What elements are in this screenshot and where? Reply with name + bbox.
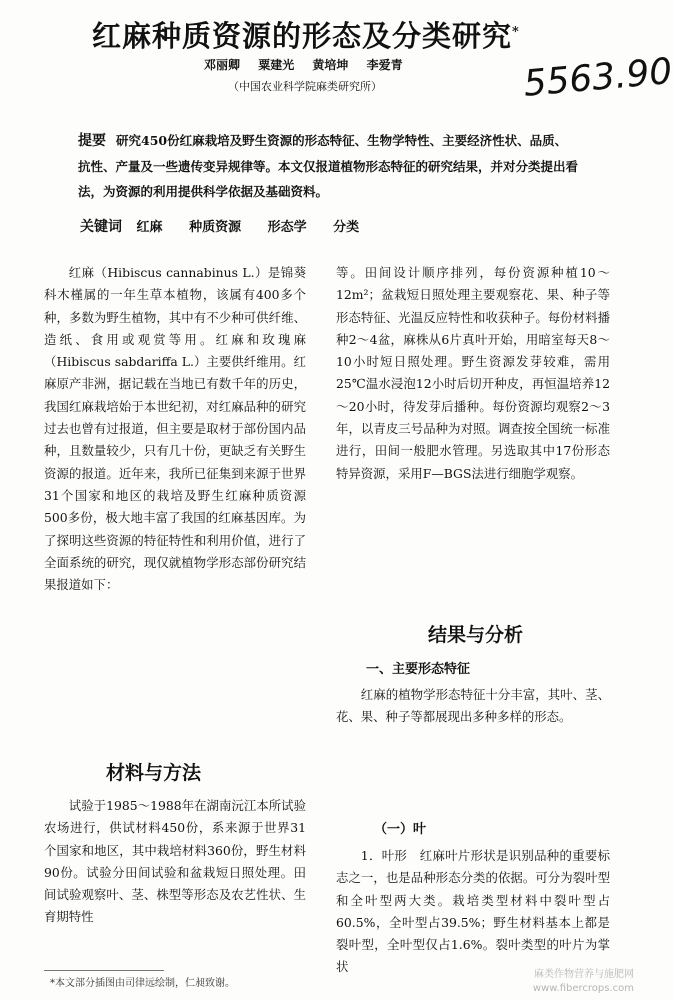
title-footnote-mark: * <box>512 24 520 40</box>
methods-continued-column <box>336 262 610 485</box>
abstract <box>78 128 578 204</box>
intro-paragraph: 红麻（Hibiscus cannabinus L.）是锦葵科木槿属的一年生草本植物，该属有400多个种，多数为野生植物，其中有不少种可供纤维、造纸、食用或观赏等用。红麻和玫瑰麻（Hibiscus sabdariffa L.）主要供纤维用。红麻原产非洲，据记载在当地已有数千年的历史，我国红麻栽培始于本世纪初，对红麻品种的研究过去也曾有过报道，但主要是取材于部份国内品种，且数量较少，只有几十份，更缺乏有关野生资源的报道。近年来，我所已征集到来源于世界31个国家和地区的栽培及野生红麻种质资源500多份，极大地丰富了我国的红麻基因库。为了探明这些资源的特征特性和利用价值，进行了全面系统的研究，现仅就植物学形态部份研究结果报道如下： <box>44 265 306 593</box>
affiliation: （中国农业科学院麻类研究所） <box>228 80 382 93</box>
author-name: 粟建光 <box>258 58 295 72</box>
abstract-label: 提要 <box>78 133 106 149</box>
subheading-morphology: 一、主要形态特征 <box>366 662 471 677</box>
results-heading: 结果与分析 <box>428 624 524 646</box>
subheading-leaf: （一）叶 <box>374 822 427 837</box>
methods-column <box>44 795 306 929</box>
handwritten-number: 5563.90 <box>522 51 674 105</box>
abstract-text: 研究450份红麻栽培及野生资源的形态特征、生物学特性、主要经济性状、品质、抗性、产量及一些遗传变异规律等。本文仅报道植物形态特征的研究结果，并对分类提出看法，为资源的利用提供科学依据及基础资料。 <box>78 133 579 199</box>
keyword-item: 红麻 <box>136 220 163 235</box>
keyword-item: 形态学 <box>267 220 307 235</box>
methods-heading: 材料与方法 <box>106 762 202 784</box>
keywords-label: 关键词 <box>80 219 122 235</box>
intro-column <box>44 262 306 596</box>
author-name: 黄培坤 <box>312 58 349 72</box>
methods-continued-paragraph: 等。田间设计顺序排列，每份资源种植10～12m²；盆栽短日照处理主要观察花、果、种子等形态特征、光温反应特性和收获种子。每份材料播种2～4盆，麻株从6片真叶开始，用暗室每天8～10小时短日照处理。野生资源发芽较难，需用25℃温水浸泡12小时后切开种皮，再恒温培养12～20小时，待发芽后播种。每份资源均观察2～3年，以青皮三号品种为对照。调查按全国统一标准进行，田间一般肥水管理。另选取其中17份形态特异资源，采用F—BGS法进行细胞学观察。 <box>336 265 610 481</box>
footnote-rule <box>44 970 164 971</box>
keywords <box>80 216 381 236</box>
watermark-line: 麻类作物营养与施肥网 <box>534 969 634 980</box>
author-name: 邓丽卿 <box>204 58 241 72</box>
watermark-line: www.fibercrops.com <box>532 983 634 994</box>
leaf-paragraph: 1．叶形 红麻叶片形状是识别品种的重要标志之一，也是品种形态分类的依据。可分为裂叶型和全叶型两大类。栽培类型材料中裂叶型占60.5%，全叶型占39.5%；野生材料基本上都是裂叶型，全叶型仅占1.6%。裂叶类型的叶片为掌状 <box>336 848 610 975</box>
author-name: 李爱青 <box>366 58 403 72</box>
keyword-item: 分类 <box>333 220 360 235</box>
paper-title: 红麻种质资源的形态及分类研究* <box>92 19 520 53</box>
author-list <box>204 56 504 73</box>
results-column <box>336 684 610 729</box>
leaf-column <box>336 845 610 979</box>
watermark <box>533 968 634 996</box>
keyword-item: 种质资源 <box>189 220 242 235</box>
methods-paragraph: 试验于1985～1988年在湖南沅江本所试验农场进行，供试材料450份，系来源于世界31个国家和地区，其中栽培材料360份，野生材料90份。试验分田间试验和盆栽短日照处理。田间试验观察叶、茎、株型等形态及农艺性状、生育期特性 <box>44 798 306 925</box>
footnote: *本文部分插图由司律远绘制，仁昶致谢。 <box>50 978 235 989</box>
results-paragraph: 红麻的植物学形态特征十分丰富，其叶、茎、花、果、种子等都展现出多种多样的形态。 <box>336 687 610 725</box>
